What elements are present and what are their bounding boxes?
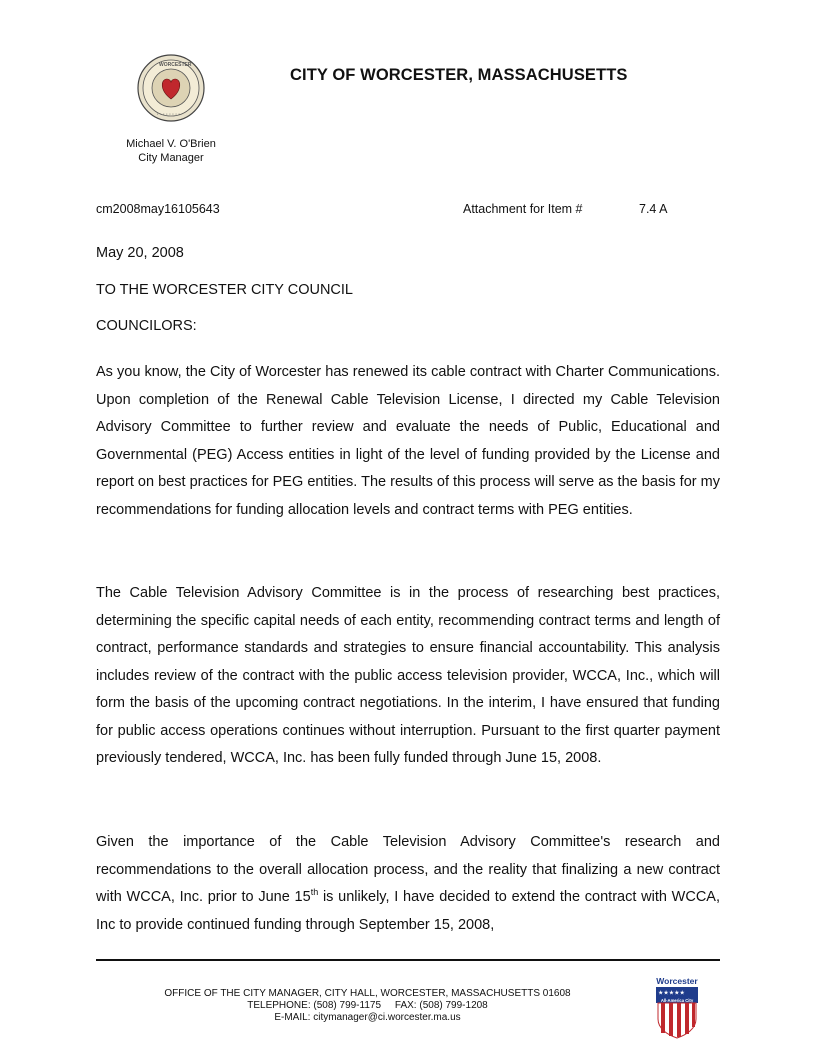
manager-signature-block [100,137,242,165]
letter-salutation: COUNCILORS: [96,318,197,334]
footer-phone-fax: TELEPHONE: (508) 799-1175 FAX: (508) 799-1208 [247,1000,488,1011]
paragraph-1: As you know, the City of Worcester has renewed its cable contract with Charter Communications. Upon completion of the Renewal Cable Television License, I directed my Cable Television Advisory Committee to further review and evaluate the needs of Public, Educational and Governmental (PEG) Access entities in light of the level of funding provided by the License and report on best practices for PEG entities. The results of this process will serve as the basis for my recommendations for funding allocation levels and contract terms with PEG entities. [96,364,720,518]
paragraph-3-part-1: Given the importance of the Cable Television Advisory Committee's research and recommendations to the overall allocation process, and the reality that finalizing a new contract with WCCA, Inc. prior to June 15 [96,834,720,905]
page-title: CITY OF WORCESTER, MASSACHUSETTS [290,66,628,84]
footer-address: OFFICE OF THE CITY MANAGER, CITY HALL, WORCESTER, MASSACHUSETTS 01608 [164,988,571,999]
footer-contact [110,988,625,1024]
svg-text:All-America City: All-America City [660,997,694,1003]
footer-email: E-MAIL: citymanager@ci.worcester.ma.us [274,1012,461,1023]
manager-name: Michael V. O'Brien [126,138,216,150]
paragraph-2: The Cable Television Advisory Committee is in the process of researching best practices, determining the specific capital needs of each entity, recommending contract terms and length of contract, performance standards and strategies to ensure financial accountability. This analysis includes review of the contract with the public access television provider, WCCA, Inc., which will form the basis of the upcoming contract negotiations. In the interim, I have ensured that funding for public access operations continues without interruption. Pursuant to the first quarter payment previously tendered, WCCA, Inc. has been fully funded through June 15, 2008. [96,585,720,766]
city-seal-logo [137,54,205,122]
document-reference: cm2008may16105643 [96,202,220,216]
svg-text:★★★★★: ★★★★★ [658,989,685,997]
paragraph-3 [96,829,720,939]
svg-text:· · · · · · · ·: · · · · · · · · [157,112,181,118]
letter-date: May 20, 2008 [96,245,184,261]
letter-addressee: TO THE WORCESTER CITY COUNCIL [96,282,353,298]
manager-title: City Manager [138,152,204,164]
svg-text:Worcester: Worcester [656,976,698,986]
attachment-number: 7.4 A [639,202,668,216]
paragraph-3-part-2: is unlikely, I have decided to extend the contract with WCCA, Inc to provide continued funding through September 15, 2008, [96,889,721,933]
svg-text:WORCESTER: WORCESTER [159,62,192,68]
attachment-label: Attachment for Item # [463,202,583,216]
ordinal-superscript: th [310,887,319,898]
footer-divider [96,959,720,961]
all-america-city-badge-logo [652,975,702,1039]
